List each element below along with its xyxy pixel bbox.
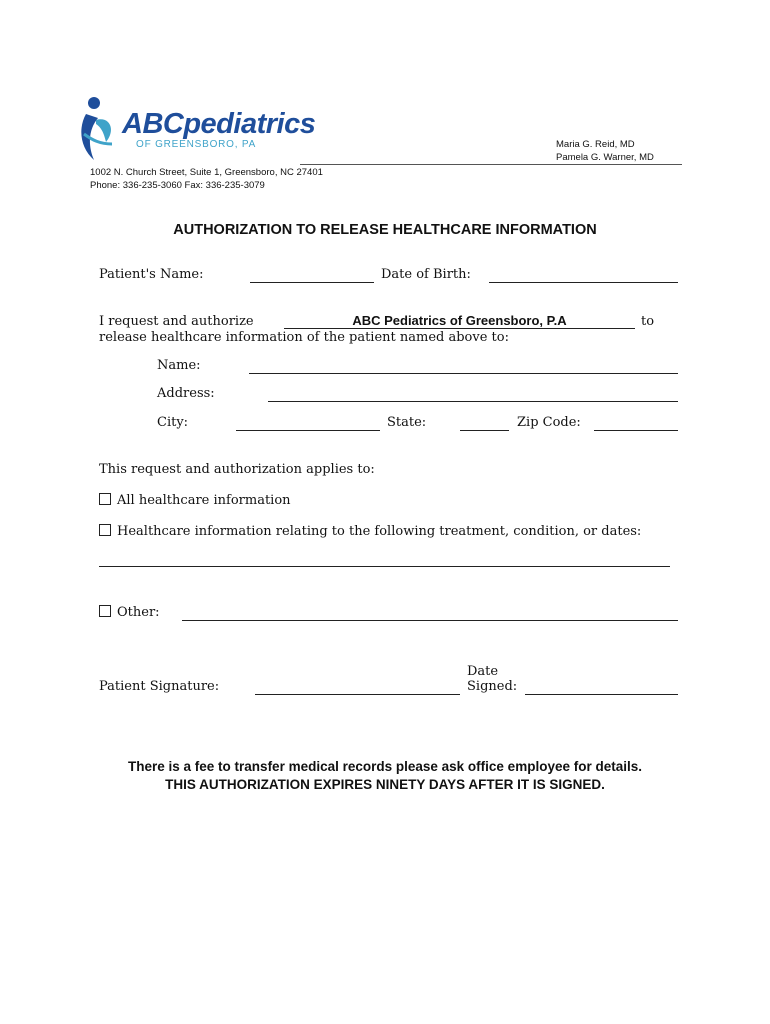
date-signed-label-line2: Signed: bbox=[467, 679, 518, 694]
option-all-label: All healthcare information bbox=[117, 493, 291, 508]
patient-name-label: Patient's Name: bbox=[99, 267, 204, 282]
patient-name-field[interactable] bbox=[250, 282, 374, 283]
practice-address: 1002 N. Church Street, Suite 1, Greensboro, NC 27401 bbox=[90, 167, 323, 178]
recipient-address-label: Address: bbox=[157, 386, 215, 401]
authorize-field[interactable] bbox=[284, 328, 635, 329]
applies-to-label: This request and authorization applies to: bbox=[99, 462, 375, 477]
fee-notice: There is a fee to transfer medical records please ask office employee for details. bbox=[128, 759, 642, 774]
logo-wordmark: ABCpediatrics bbox=[122, 108, 316, 140]
page-title: AUTHORIZATION TO RELEASE HEALTHCARE INFORMATION bbox=[173, 222, 597, 238]
authorize-value: ABC Pediatrics of Greensboro, P.A bbox=[352, 313, 567, 328]
option-other-label: Other: bbox=[117, 605, 160, 620]
other-details-field[interactable] bbox=[182, 620, 678, 621]
recipient-city-label: City: bbox=[157, 415, 189, 430]
doctor-name: Pamela G. Warner, MD bbox=[556, 152, 654, 163]
recipient-state-label: State: bbox=[387, 415, 427, 430]
header-rule bbox=[300, 164, 682, 165]
practice-phone-fax: Phone: 336-235-3060 Fax: 336-235-3079 bbox=[90, 180, 265, 191]
logo bbox=[76, 94, 316, 164]
expiry-notice: THIS AUTHORIZATION EXPIRES NINETY DAYS AFTER IT IS SIGNED. bbox=[165, 777, 605, 792]
logo-subtitle: OF GREENSBORO, PA bbox=[136, 139, 257, 150]
checkbox[interactable] bbox=[99, 605, 111, 617]
checkbox[interactable] bbox=[99, 493, 111, 505]
doctor-name: Maria G. Reid, MD bbox=[556, 139, 635, 150]
signature-label: Patient Signature: bbox=[99, 679, 220, 694]
recipient-name-field[interactable] bbox=[249, 373, 678, 374]
dob-field[interactable] bbox=[489, 282, 678, 283]
authorize-text-line2: release healthcare information of the patient named above to: bbox=[99, 330, 509, 345]
recipient-zip-field[interactable] bbox=[594, 430, 678, 431]
child-figure-icon bbox=[76, 94, 124, 164]
option-all-row[interactable] bbox=[99, 493, 291, 508]
option-other-row[interactable] bbox=[99, 605, 160, 620]
dob-label: Date of Birth: bbox=[381, 267, 471, 282]
recipient-state-field[interactable] bbox=[460, 430, 509, 431]
option-specific-row[interactable] bbox=[99, 524, 641, 539]
date-signed-label bbox=[467, 664, 517, 694]
option-specific-label: Healthcare information relating to the following treatment, condition, or dates: bbox=[117, 524, 642, 539]
recipient-name-label: Name: bbox=[157, 358, 201, 373]
recipient-address-field[interactable] bbox=[268, 401, 678, 402]
authorize-text: I request and authorize bbox=[99, 314, 254, 329]
date-signed-field[interactable] bbox=[525, 694, 678, 695]
signature-field[interactable] bbox=[255, 694, 460, 695]
specific-details-field[interactable] bbox=[99, 566, 670, 567]
recipient-city-field[interactable] bbox=[236, 430, 380, 431]
recipient-zip-label: Zip Code: bbox=[517, 415, 581, 430]
authorize-suffix: to bbox=[641, 314, 655, 329]
checkbox[interactable] bbox=[99, 524, 111, 536]
date-signed-label-line1: Date bbox=[467, 664, 499, 679]
